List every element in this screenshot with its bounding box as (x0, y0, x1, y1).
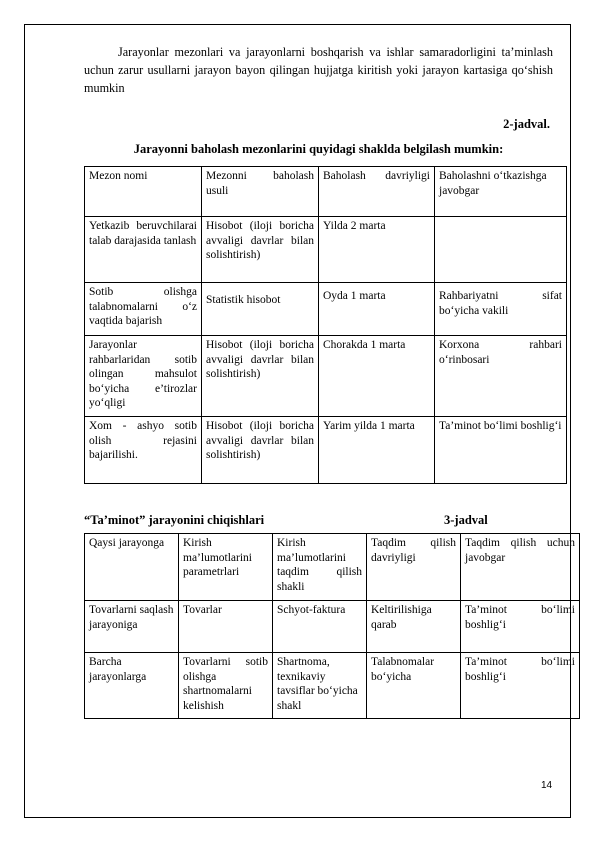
header-cell: Taqdim qilish davriyligi (367, 534, 461, 601)
table-cell: Ta’minot bo‘limi boshlig‘i (461, 653, 580, 719)
header-cell: Baholash davriyligi (319, 167, 435, 217)
table-cell: Yarim yilda 1 marta (319, 417, 435, 484)
table-cell: Ta’minot bo‘limi boshlig‘i (461, 601, 580, 653)
header-cell: Qaysi jarayonga (85, 534, 179, 601)
table-cell: Rahbariyatni sifat bo‘yicha vakili (435, 283, 567, 336)
table-cell: Barcha jarayonlarga (85, 653, 179, 719)
table-cell: Xom - ashyo sotib olish rejasini bajarilishi. (85, 417, 202, 484)
table-cell: Oyda 1 marta (319, 283, 435, 336)
table-row (85, 283, 567, 336)
page-number: 14 (541, 780, 553, 791)
table-cell: Hisobot (iloji boricha avvaligi davrlar bilan solishtirish) (202, 336, 319, 417)
table-cell: Shartnoma, texnikaviy tavsiflar bo‘yicha shakl (273, 653, 367, 719)
header-cell: Taqdim qilish uchun javobgar (461, 534, 580, 601)
table3-label: 3-jadval (444, 513, 488, 527)
table-cell: Tovarlar (179, 601, 273, 653)
table-cell: Jarayonlar rahbarlaridan sotib olingan mahsulot bo‘yicha e’tirozlar yo‘qligi (85, 336, 202, 417)
table-cell (435, 217, 567, 283)
table-row (85, 601, 580, 653)
header-cell: Baholashni o‘tkazishga javobgar (435, 167, 567, 217)
table-cell: Chorakda 1 marta (319, 336, 435, 417)
table-cell: Tovarlarni saqlash jarayoniga (85, 601, 179, 653)
table-cell: Talabnomalar bo‘yicha (367, 653, 461, 719)
header-cell: Kirish ma’lumotlarini taqdim qilish shakli (273, 534, 367, 601)
table-row (85, 417, 567, 484)
table-cell: Korxona rahbari o‘rinbosari (435, 336, 567, 417)
table-cell: Yilda 2 marta (319, 217, 435, 283)
table-cell: Statistik hisobot (202, 283, 319, 336)
table-cell: Tovarlarni sotib olishga shartnomalarni kelishish (179, 653, 273, 719)
table-cell: Sotib olishga talabnomalarni o‘z vaqtida bajarish (85, 283, 202, 336)
table-cell: Yetkazib beruvchilarai talab darajasida tanlash (85, 217, 202, 283)
table-row (85, 653, 580, 719)
table3-title: “Ta’minot” jarayonini chiqishlari (84, 513, 265, 527)
table-cell: Schyot-faktura (273, 601, 367, 653)
outputs-table (84, 533, 580, 719)
table-header-row (85, 534, 580, 601)
header-cell: Mezon nomi (85, 167, 202, 217)
header-cell: Mezonni baholash usuli (202, 167, 319, 217)
criteria-table (84, 166, 567, 484)
table-cell: Hisobot (iloji boricha avvaligi davrlar bilan solishtirish) (202, 217, 319, 283)
header-cell: Kirish ma’lumotlarini parametrlari (179, 534, 273, 601)
table-row (85, 217, 567, 283)
table-cell: Keltirilishiga qarab (367, 601, 461, 653)
intro-paragraph: Jarayonlar mezonlari va jarayonlarni boshqarish va ishlar samaradorligini ta’minlash uchun zarur usullarni jarayon bayon qilingan hujjatga kiritish yoki jarayon kartasiga qo‘shish mumkin (84, 45, 553, 95)
table-row (85, 336, 567, 417)
table-header-row (85, 167, 567, 217)
table2-title: Jarayonni baholash mezonlarini quyidagi shaklda belgilash mumkin: (133, 142, 504, 156)
table-cell: Hisobot (iloji boricha avvaligi davrlar bilan solishtirish) (202, 417, 319, 484)
table-cell: Ta’minot bo‘limi boshlig‘i (435, 417, 567, 484)
table2-label: 2-jadval. (503, 117, 550, 131)
